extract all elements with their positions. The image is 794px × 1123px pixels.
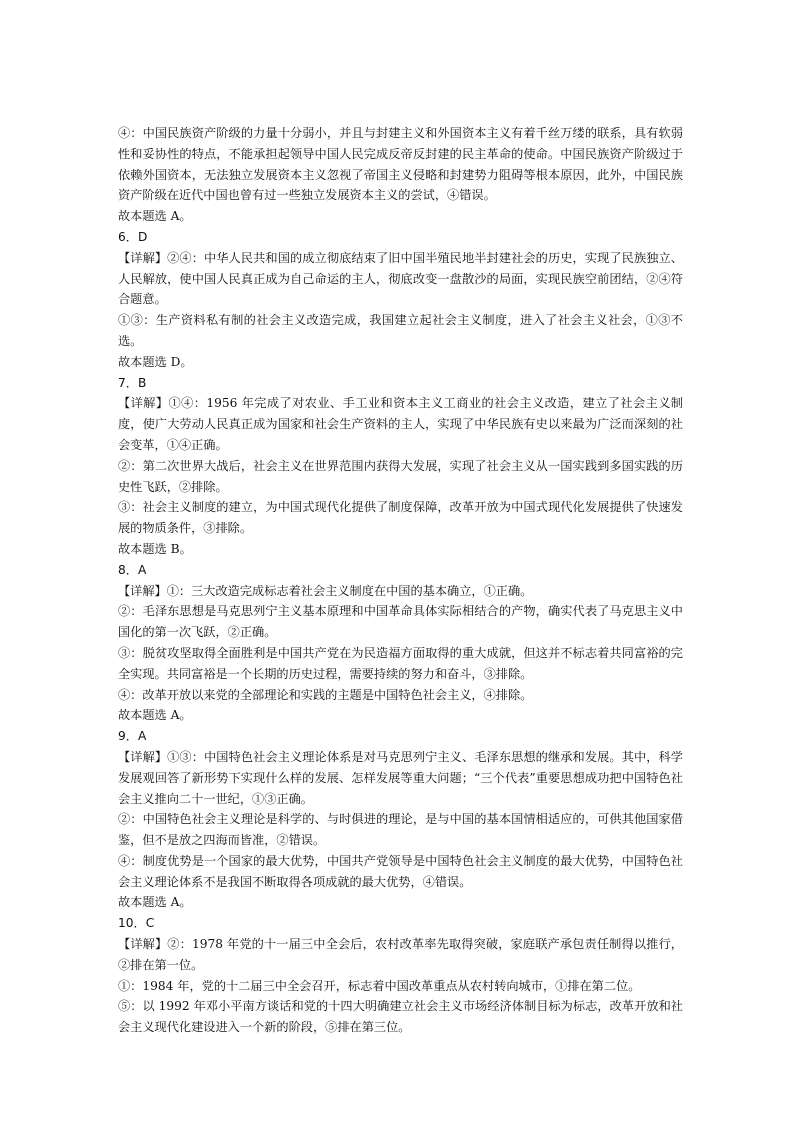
paragraph-q9-detail-13: 【详解】①③：中国特色社会主义理论体系是对马克思列宁主义、毛泽东思想的继承和发展。其中，科学发展观回答了新形势下实现什么样的发展、怎样发展等重大问题；“三个代表”重要思想成功把中国特色社会主义推向二十一世纪，①③正确。 bbox=[118, 749, 683, 806]
paragraph-q9-detail-2: ②：中国特色社会主义理论是科学的、与时俱进的理论，是与中国的基本国情相适应的，可供其他国家借鉴，但不是放之四海而皆准，②错误。 bbox=[118, 812, 683, 848]
paragraph-q7-detail-14: 【详解】①④：1956 年完成了对农业、手工业和资本主义工商业的社会主义改造，建立了社会主义制度，使广大劳动人民真正成为国家和社会生产资料的主人，实现了中华民族有史以来最为广泛而深刻的社会变革，①④正确。 bbox=[118, 396, 683, 452]
question-8-answer: 8．A bbox=[118, 562, 147, 577]
question-7-answer: 7．B bbox=[118, 375, 147, 390]
paragraph-q6-conclusion: 故本题选 D。 bbox=[118, 354, 193, 369]
question-6-answer: 6．D bbox=[118, 229, 148, 244]
paragraph-q9-detail-4: ④：制度优势是一个国家的最大优势，中国共产党领导是中国特色社会主义制度的最大优势，中国特色社会主义理论体系不是我国不断取得各项成就的最大优势，④错误。 bbox=[118, 853, 683, 889]
paragraph-q7-detail-2: ②：第二次世界大战后，社会主义在世界范围内获得大发展，实现了社会主义从一国实践到多国实践的历史性飞跃，②排除。 bbox=[118, 458, 683, 494]
paragraph-q10-detail-2: 【详解】②：1978 年党的十一届三中全会后，农村改革率先取得突破，家庭联产承包责任制得以推行，②排在第一位。 bbox=[118, 937, 683, 972]
question-9-answer: 9．A bbox=[118, 729, 147, 744]
paragraph-q10-detail-1: ①：1984 年，党的十二届三中全会召开，标志着中国改革重点从农村转向城市，①排在第二位。 bbox=[118, 978, 641, 993]
question-10-answer: 10．C bbox=[118, 916, 155, 931]
paragraph-q8-detail-1: 【详解】①：三大改造完成标志着社会主义制度在中国的基本确立，①正确。 bbox=[118, 583, 533, 598]
paragraph-q8-detail-4: ④：改革开放以来党的全部理论和实践的主题是中国特色社会主义，④排除。 bbox=[118, 687, 533, 702]
paragraph-q6-detail-13: ①③：生产资料私有制的社会主义改造完成，我国建立起社会主义制度，进入了社会主义社会，①③不选。 bbox=[118, 313, 683, 348]
paragraph-q8-detail-2: ②：毛泽东思想是马克思列宁主义基本原理和中国革命具体实际相结合的产物，确实代表了马克思主义中国化的第一次飞跃，②正确。 bbox=[118, 604, 683, 640]
paragraph-q6-detail-24: 【详解】②④：中华人民共和国的成立彻底结束了旧中国半殖民地半封建社会的历史，实现了民族独立、人民解放，使中国人民真正成为自己命运的主人，彻底改变一盘散沙的局面，实现民族空前团结，②④符合题意。 bbox=[118, 250, 683, 307]
paragraph-q9-conclusion: 故本题选 A。 bbox=[118, 895, 192, 910]
paragraph-q8-detail-3: ③：脱贫攻坚取得全面胜利是中国共产党在为民造福方面取得的重大成就，但这并不标志着共同富裕的完全实现。共同富裕是一个长期的历史过程，需要持续的努力和奋斗，③排除。 bbox=[118, 645, 683, 681]
paragraph-q10-detail-5: ⑤：以 1992 年邓小平南方谈话和党的十四大明确建立社会主义市场经济体制目标为标志，改革开放和社会主义现代化建设进入一个新的阶段，⑤排在第三位。 bbox=[118, 999, 683, 1035]
paragraph-q7-detail-3: ③：社会主义制度的建立，为中国式现代化提供了制度保障，改革开放为中国式现代化发展提供了快速发展的物质条件，③排除。 bbox=[118, 500, 683, 536]
paragraph-q5-option4: ④：中国民族资产阶级的力量十分弱小，并且与封建主义和外国资本主义有着千丝万缕的联系，具有软弱性和妥协性的特点，不能承担起领导中国人民完成反帝反封建的民主革命的使命。中国民族资产阶级过于依赖外国资本，无法独立发展资本主义忽视了帝国主义侵略和封建势力阻碍等根本原因，此外，中国民族资产阶级在近代中国也曾有过一些独立发展资本主义的尝试，④错误。 bbox=[118, 126, 683, 203]
paragraph-q5-conclusion: 故本题选 A。 bbox=[118, 209, 192, 224]
paragraph-q7-conclusion: 故本题选 B。 bbox=[118, 541, 192, 556]
answer-document bbox=[118, 123, 683, 1038]
paragraph-q8-conclusion: 故本题选 A。 bbox=[118, 708, 192, 723]
